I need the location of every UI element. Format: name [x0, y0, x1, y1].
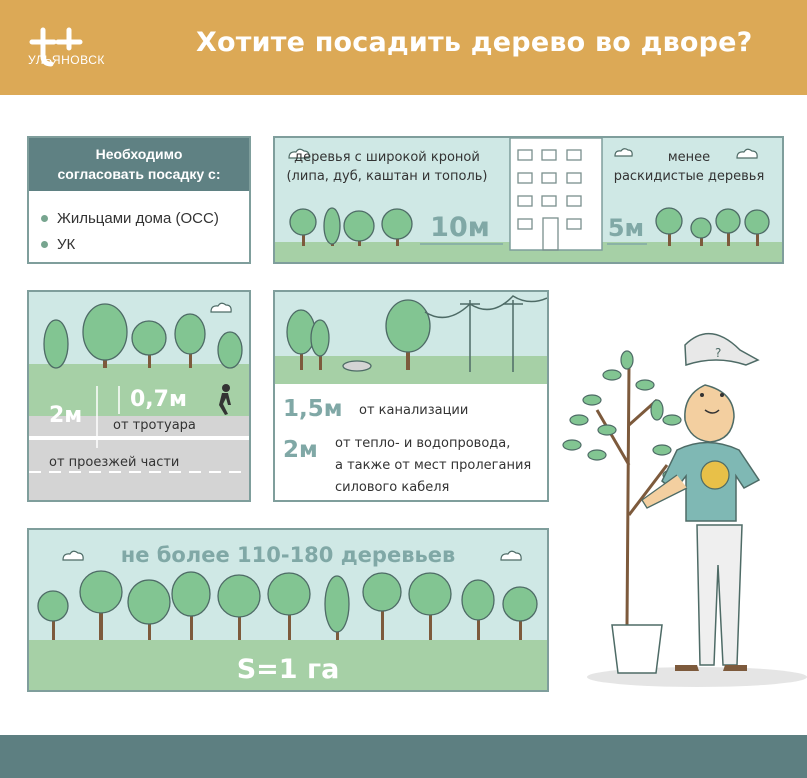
broad-crown-label: деревья с широкой кроной — [294, 150, 480, 165]
boy-character — [642, 334, 759, 671]
broad-crown-examples: (липа, дуб, каштан и тополь) — [286, 169, 488, 184]
sidewalk-label: от тротуара — [113, 418, 196, 433]
road-label: от проезжей части — [49, 455, 180, 470]
road-distance-panel — [27, 290, 251, 502]
logo-text: УЛЬЯНОВСК — [28, 53, 105, 67]
road-distance-illustration — [29, 292, 249, 500]
pipes-label-3: силового кабеля — [335, 480, 450, 495]
approval-list — [41, 205, 219, 257]
utilities-distance-panel — [273, 290, 549, 502]
area-label: S=1 га — [236, 654, 340, 685]
gardener-illustration — [557, 315, 807, 695]
sewer-label: от канализации — [359, 403, 469, 418]
less-spreading-label-2: раскидистые деревья — [613, 169, 765, 184]
list-item: Жильцами дома (ОСС) — [41, 205, 219, 231]
sidewalk-distance: 0,7м — [130, 387, 187, 412]
pipes-label-1: от тепло- и водопровода, — [335, 436, 511, 451]
header-banner — [0, 0, 807, 95]
footer-bar — [0, 735, 807, 778]
less-spreading-distance: 5м — [607, 214, 645, 242]
approval-panel — [27, 136, 251, 264]
smiley-icon — [701, 461, 729, 489]
sewer-distance: 1,5м — [283, 396, 343, 422]
sapling-icon — [563, 351, 681, 673]
less-spreading-label-1: менее — [667, 150, 711, 165]
tree-limit-label: не более 110-180 деревьев — [120, 543, 456, 567]
broad-crown-distance: 10м — [430, 212, 490, 243]
bullet-icon — [41, 215, 48, 222]
cap-icon — [685, 334, 758, 365]
page-title: Хотите посадить дерево во дворе? — [196, 27, 753, 58]
building-distance-panel — [273, 136, 784, 264]
approval-heading: Необходимо согласовать посадку с: — [29, 138, 249, 191]
list-item: УК — [41, 231, 219, 257]
utilities-illustration — [275, 292, 547, 500]
bullet-icon — [41, 241, 48, 248]
pipes-distance: 2м — [283, 437, 318, 463]
pipes-label-2: а также от мест пролегания — [335, 458, 532, 473]
building-distance-illustration — [275, 138, 782, 262]
road-distance: 2м — [49, 403, 83, 428]
density-panel — [27, 528, 549, 692]
density-illustration — [29, 530, 547, 690]
sewer-manhole-icon — [343, 361, 371, 371]
building-icon — [510, 138, 602, 250]
svg-text:?: ? — [715, 346, 722, 360]
